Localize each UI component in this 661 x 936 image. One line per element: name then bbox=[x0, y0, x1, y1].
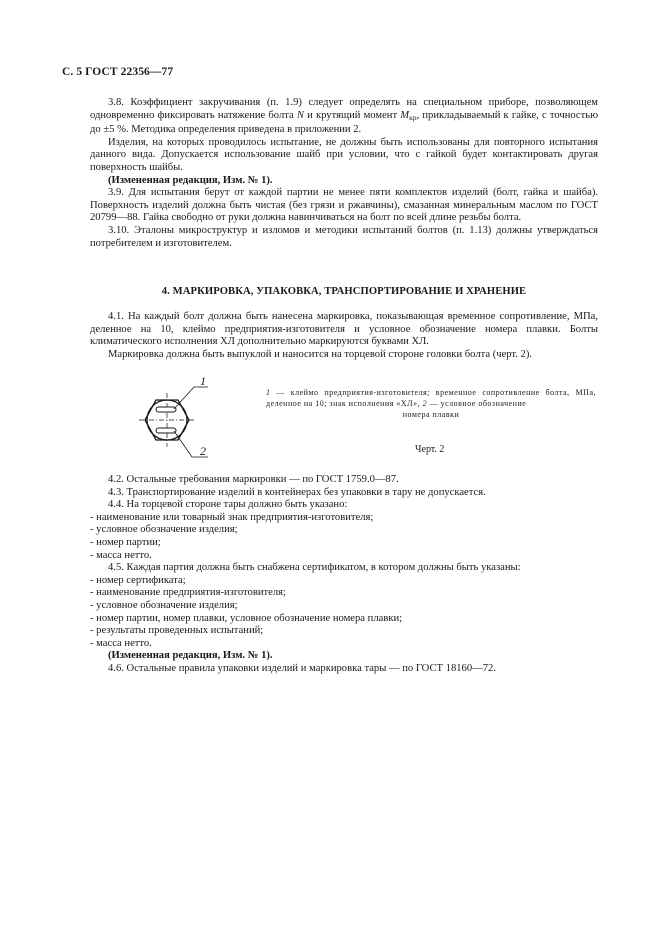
caption-text: — клеймо предприятия-изготовителя; временное сопротивление болта, МПа, деленное на 10; знак исполнения «ХЛ», bbox=[266, 388, 596, 408]
paragraph-4-1: 4.1. На каждый болт должна быть нанесена маркировка, показывающая временное сопротивление, МПа, деленное на 10, клеймо предприятия-изготовителя и условное обозначение номера плавки. Болты климатического исполнения ХЛ дополнительно маркируются буквами ХЛ. bbox=[90, 311, 598, 348]
list-item: - масса нетто. bbox=[90, 549, 152, 561]
paragraph-4-2: 4.2. Остальные требования маркировки — по ГОСТ 1759.0—87. bbox=[108, 474, 399, 485]
figure-label: Черт. 2 bbox=[415, 444, 445, 455]
symbol-n: N bbox=[296, 109, 304, 121]
section-3-text bbox=[90, 97, 598, 250]
paragraph-4-5: 4.5. Каждая партия должна быть снабжена сертификатом, в котором должны быть указаны: bbox=[108, 562, 521, 574]
list-item: - результаты проведенных испытаний; bbox=[90, 625, 264, 637]
text-fragment: 3.8. Коэффициент закручивания (п. 1.9) следует определять на специальном приборе, позволяющем одновременно фиксировать натяжение болта bbox=[90, 97, 598, 121]
list-item: - наименование или товарный знак предприятия-изготовителя; bbox=[90, 511, 374, 523]
figure-caption bbox=[266, 387, 596, 420]
leader-label-2: 2 bbox=[200, 444, 206, 458]
paragraph-items: Изделия, на которых проводилось испытание, не должны быть использованы для повторного испытания данного вида. Допускается использование шайб при условии, что с гайкой будет контактировать другая поверхность шайбы. bbox=[90, 136, 598, 173]
list-item: - номер партии, номер плавки, условное обозначение номера плавки; bbox=[90, 612, 403, 624]
section-4-title: 4. МАРКИРОВКА, УПАКОВКА, ТРАНСПОРТИРОВАНИЕ И ХРАНЕНИЕ bbox=[161, 286, 527, 297]
symbol-subscript: кр bbox=[409, 112, 417, 122]
list-item: - номер партии; bbox=[90, 536, 161, 548]
paragraph-3-9: 3.9. Для испытания берут от каждой партии не менее пяти комплектов изделий (болт, гайка и шайба). Поверхность изделий должна быть чистая (без грязи и ржавчины), смазанная минеральным маслом по ГОСТ 20799—88. Гайка свободно от руки должна навинчиваться на болт по всей длине резьбы болта. bbox=[90, 187, 598, 224]
list-item: - условное обозначение изделия; bbox=[90, 599, 238, 611]
caption-text: — условное обозначение bbox=[427, 399, 527, 408]
text-fragment: и крутящий момент bbox=[303, 109, 401, 121]
leader-label-1: 1 bbox=[200, 375, 206, 388]
list-item: - условное обозначение изделия; bbox=[90, 524, 238, 536]
caption-ref-1: 1 bbox=[266, 388, 271, 397]
caption-ref-2: 2 bbox=[422, 399, 428, 408]
paragraph-marking: Маркировка должна быть выпуклой и наносится на торцевой стороне головки болта (черт. 2). bbox=[108, 348, 533, 360]
list-item: - номер сертификата; bbox=[90, 574, 186, 586]
paragraph-4-6: 4.6. Остальные правила упаковки изделий и маркировка тары — по ГОСТ 18160—72. bbox=[108, 662, 496, 674]
section-4-rest bbox=[90, 474, 598, 676]
amendment-note: (Измененная редакция, Изм. № 1). bbox=[108, 650, 273, 662]
paragraph-4-4: 4.4. На торцевой стороне тары должно быть указано: bbox=[108, 499, 348, 511]
amendment-note: (Измененная редакция, Изм. № 1). bbox=[108, 174, 273, 186]
symbol-m: M bbox=[400, 109, 410, 121]
caption-tail: номера плавки bbox=[402, 410, 460, 419]
paragraph-3-10: 3.10. Эталоны микроструктур и изломов и методики испытаний болтов (п. 1.13) должны утверждаться потребителем и изготовителем. bbox=[90, 224, 598, 249]
section-4-intro bbox=[90, 311, 598, 361]
list-item: - масса нетто. bbox=[90, 637, 152, 649]
paragraph-4-3: 4.3. Транспортирование изделий в контейнерах без упаковки в тару не допускается. bbox=[108, 486, 486, 498]
bolt-head-figure bbox=[130, 375, 220, 465]
text-fragment: , прикладываемый к гайке, с точностью до ±5 %. Методика определения приведена в приложении 2. bbox=[90, 109, 599, 136]
page-header: С. 5 ГОСТ 22356—77 bbox=[62, 66, 174, 78]
list-item: - наименование предприятия-изготовителя; bbox=[90, 587, 286, 599]
paragraph-3-8 bbox=[90, 97, 598, 137]
